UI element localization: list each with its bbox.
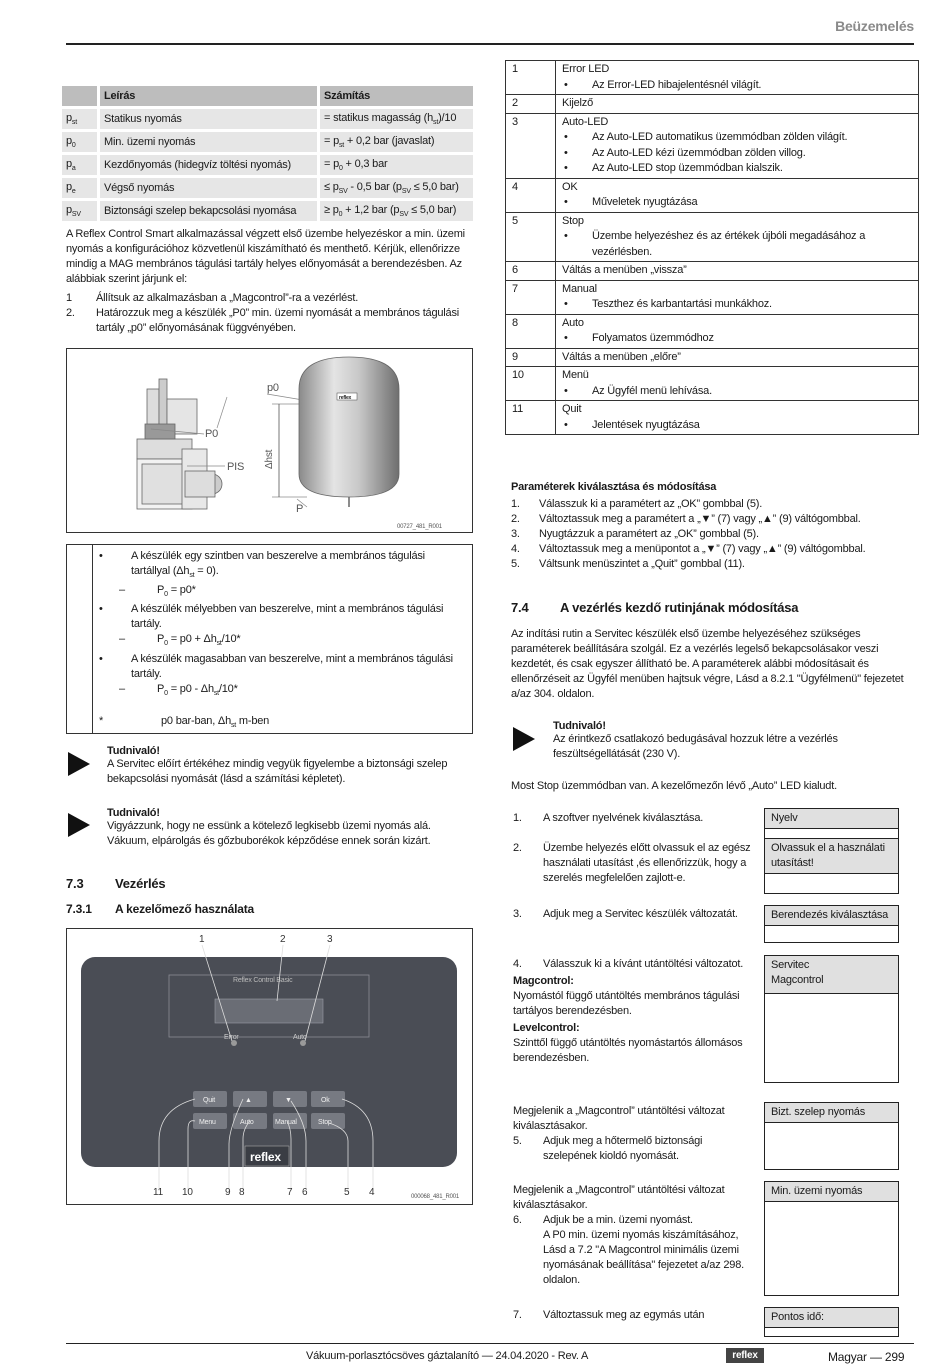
display-box-read-manual: Olvassuk el a használati utasítást! (764, 838, 899, 894)
table-row: 3 Auto-LED • Az Auto-LED automatikus üzemmódban zölden világít. • Az Auto-LED kézi üzemmódban zölden villog. • Az Auto-LED stop üzemmódban kialszik. (506, 113, 918, 178)
label-PIS: PIS (227, 461, 245, 473)
table-row: 7 Manual • Teszthez és karbantartási munkákhoz. (506, 280, 918, 314)
table-header-description: Leírás (100, 86, 320, 106)
display-box-time: Pontos idő: (764, 1307, 899, 1337)
display-box-min-pressure: Min. üzemi nyomás (764, 1181, 899, 1296)
note-title: Tudnivaló! (107, 807, 160, 819)
up-button-label: ▲ (245, 1097, 252, 1104)
table-row: 4 OK • Műveletek nyugtázása (506, 178, 918, 212)
list-item: 2. Változtassuk meg a paramétert a „▼” (7) vagy „▲” (9) váltógombbal. (511, 513, 861, 525)
control-panel-illustration (67, 929, 472, 1204)
table-row: 2 Kijelző (506, 94, 918, 113)
down-button-label: ▼ (285, 1097, 292, 1104)
step-4: 4. Válasszuk ki a kívánt utántöltési változatot. Magcontrol: Nyomástól függő utántöltés membrános tágulási tartályos berendezésben. Levelcontrol: Szinttől függő utántöltés nyomástartós állomásos berendezésben. (513, 958, 744, 1064)
callout-8: 8 (239, 1187, 245, 1198)
section-7-4-title: A vezérlés kezdő rutinjának módosítása (560, 600, 799, 615)
section-7-4-number: 7.4 (511, 600, 529, 615)
header-rule (66, 43, 914, 45)
note-arrow-icon (513, 727, 535, 751)
step-1: 1. A szoftver nyelvének kiválasztása. (513, 812, 704, 824)
display-screen (215, 999, 323, 1023)
callout-3: 3 (327, 934, 333, 945)
section-7-3-1-number: 7.3.1 (66, 902, 92, 916)
param-description: Biztonsági szelep bekapcsolási nyomása (100, 201, 320, 221)
callout-5: 5 (344, 1187, 350, 1198)
control-panel-figure (66, 928, 473, 1205)
table-header-calc: Számítás (320, 86, 473, 106)
param-calc: = $p_{st} + 0,2$ bar (javaslat) (320, 132, 473, 152)
param-description: Végső nyomás (100, 178, 320, 198)
list-item: • A készülék magasabban van beszerelve, mint a membrános tágulási tartály. (99, 652, 466, 682)
auto-button-label: Auto (240, 1119, 254, 1126)
formula-line: – $P_0 = p0*$ (99, 583, 466, 602)
error-led-label: Error (224, 1034, 239, 1041)
panel-legend-table (505, 60, 919, 435)
param-calc: = statikus magasság $(h_{st})/10$ (320, 109, 473, 129)
param-calc: ≥ $p_0 + 1,2$ bar ($p_{SV} \le 5,0$ bar) (320, 201, 473, 221)
param-description: Kezdőnyomás (hidegvíz töltési nyomás) (100, 155, 320, 175)
stop-button-label: Stop (318, 1119, 332, 1126)
formula-line: – $P_0 = p0 - \Delta h_{st}/10*$ (99, 682, 466, 701)
label-p0: p0 (267, 382, 279, 394)
parameter-table (62, 83, 473, 224)
manual-button-label: Manual (275, 1119, 297, 1126)
note-arrow-icon (68, 752, 90, 776)
panel-logo: reflex (250, 1150, 281, 1164)
note-arrow-icon (68, 813, 90, 837)
footer-logo: reflex (726, 1348, 764, 1363)
table-row: 10 Menü • Az Ügyfél menü lehívása. (506, 366, 918, 400)
note-text: A Servitec előírt értékéhez mindig vegyük figyelembe a biztonsági szelep bekapcsolási nyomását (lásd a számítási képletet). (107, 758, 448, 785)
display-box-safety-valve: Bizt. szelep nyomás (764, 1102, 899, 1170)
table-row: 6 Váltás a menüben „vissza” (506, 261, 918, 280)
callout-6: 6 (302, 1187, 308, 1198)
intro-paragraph: A Reflex Control Smart alkalmazással végzett első üzembe helyezéskor a min. üzemi nyomás a konfigurációhoz közvetlenül kiszámítható és menthető. Kérjük, ellenőrizze mindig a MAG membrános tágulási tartály helyes előnyomását a berendezésben. Az alábbiak szerint járjunk el: (66, 228, 465, 285)
label-dh: Δhst (264, 449, 275, 469)
stop-mode-text: Most Stop üzemmódban van. A kezelőmezőn lévő „Auto” LED kialudt. (511, 780, 837, 792)
step-3: 3. Adjuk meg a Servitec készülék változatát. (513, 908, 738, 920)
callout-10: 10 (182, 1187, 193, 1198)
section-7-4-text: Az indítási rutin a Servitec készülék első üzembe helyezéséhez szükséges paraméterek beállítására szolgál. Ez a vezérlés legelső bekapcsolásakor veszi kezdetét, és csak egyszer állítható be. A paraméterek alábbi módosításait és ellenőrzéseit az Ügyfél menüben hajtsuk végre, Lásd a 8.2.1 "Ügyfélmenü" fejezetet a/az 304. oldalon. (511, 628, 904, 700)
callout-11: 11 (153, 1187, 163, 1198)
tank-installation-illustration (67, 349, 472, 532)
param-calc: = $p_0 + 0,3$ bar (320, 155, 473, 175)
callout-2: 2 (280, 934, 286, 945)
footer-page-number: Magyar — 299 (828, 1350, 905, 1364)
panel-caption: 000068_481_R001 (411, 1194, 460, 1200)
table-row (62, 201, 473, 221)
section-7-3-1-title: A kezelőmező használata (115, 902, 255, 916)
footnote-text: p0 bar-ban, $\Delta h_{st}$ m-ben (161, 715, 270, 730)
display-box-language: Nyelv (764, 808, 899, 846)
table-row (62, 178, 473, 198)
table-row (62, 155, 473, 175)
step-7: 7. Változtassuk meg az egymás után (513, 1309, 705, 1321)
quit-button-label: Quit (203, 1097, 216, 1104)
section-7-3-title: Vezérlés (115, 876, 166, 891)
list-item: 3. Nyugtázzuk a paramétert az „OK” gombbal (5). (511, 528, 759, 540)
formula-line: – $P_0 = p0 + \Delta h_{st}/10*$ (99, 632, 466, 651)
table-row: 11 Quit • Jelentések nyugtázása (506, 400, 918, 434)
param-description: Min. üzemi nyomás (100, 132, 320, 152)
footer-doc-title: Vákuum-porlasztócsöves gáztalanító — 24.04.2020 - Rev. A (306, 1350, 589, 1362)
param-symbol: $p_e$ (62, 178, 100, 198)
param-symbol: $p_{SV}$ (62, 201, 100, 221)
intro-steps (66, 291, 473, 336)
step-2: 2. Üzembe helyezés előtt olvassuk el az egész használati utasítást ,és ellenőrizzük, hogy a szerelés megfelelően zajlott-e. (513, 842, 751, 884)
step-5: Megjelenik a „Magcontrol” utántöltési változat kiválasztásakor. 5. Adjuk meg a hőtermelő biztonsági szelepének kioldó nyomását. (513, 1105, 725, 1162)
figure-caption: 00727_481_R001 (397, 524, 442, 530)
step-6: Megjelenik a „Magcontrol” utántöltési változat kiválasztásakor. 6. Adjuk be a min. üzemi nyomást. A P0 min. üzemi nyomás kiszámításához, Lásd a 7.2 "A Magcontrol minimális üzemi nyomásának beállítása" fejezetet a/az 298. oldalon. (513, 1184, 744, 1286)
table-row: 1 Error LED • Az Error-LED hibajelentésnél világít. (506, 61, 918, 94)
table-header-symbol (62, 86, 100, 106)
params-steps (511, 497, 921, 572)
panel-brand: Reflex Control Basic (233, 977, 293, 984)
note-text: Az érintkező csatlakozó bedugásával hozzuk létre a vezérlés feszültségellátását (230 V). (553, 733, 838, 760)
servitec-device-drawing (137, 379, 222, 509)
param-symbol: $p_0$ (62, 132, 100, 152)
param-description: Statikus nyomás (100, 109, 320, 129)
list-item: 1 Állítsuk az alkalmazásban a „Magcontrol”-ra a vezérlést. (66, 292, 359, 304)
table-row: 8 Auto • Folyamatos üzemmódhoz (506, 314, 918, 348)
table-row (62, 109, 473, 129)
figure-tank-installation (66, 348, 473, 533)
auto-led-label: Auto (293, 1034, 307, 1041)
label-P0: P0 (205, 428, 219, 440)
table-row: 9 Váltás a menüben „előre” (506, 348, 918, 367)
list-item: • A készülék egy szintben van beszerelve a membrános tágulási tartállyal $(\Delta h_{st} = 0)$. (99, 549, 466, 583)
ok-button-label: Ok (321, 1097, 330, 1104)
page-header-title: Beüzemelés (835, 18, 914, 34)
expansion-tank-drawing (299, 357, 399, 497)
table-row: 5 Stop • Üzembe helyezéshez és az értékek újbóli megadásához a vezérlésben. (506, 212, 918, 262)
note-block-2 (107, 807, 473, 849)
param-symbol: $p_{st}$ (62, 109, 100, 129)
list-item: 4. Változtassuk meg a menüpontot a „▼” (7) vagy „▲” (9) váltógombbal. (511, 543, 866, 555)
footer-rule (66, 1343, 914, 1344)
section-7-3-number: 7.3 (66, 876, 84, 891)
display-box-device-select: Berendezés kiválasztása (764, 905, 899, 943)
param-calc: ≤ $p_{SV} - 0,5$ bar ($p_{SV} \le 5,0$ bar) (320, 178, 473, 198)
installation-notes-box (66, 544, 473, 734)
menu-button-label: Menu (199, 1119, 216, 1126)
label-P: P (296, 503, 304, 515)
note-text: Vigyázzunk, hogy ne essünk a kötelező legkisebb üzemi nyomás alá. Vákuum, elpárolgás és gőzbuborékok képződése ennek során kizárt. (107, 820, 431, 847)
params-section-title: Paraméterek kiválasztása és módosítása (511, 481, 717, 493)
list-item: 5. Váltsunk menüszintet a „Quit” gombbal (11). (511, 558, 745, 570)
table-row (62, 132, 473, 152)
footnote-star: * (99, 715, 104, 727)
callout-7: 7 (287, 1187, 293, 1198)
note-block-1 (107, 745, 473, 787)
list-item: • A készülék mélyebben van beszerelve, mint a membrános tágulási tartály. (99, 602, 466, 632)
list-item: 1. Válasszuk ki a paramétert az „OK” gombbal (5). (511, 498, 763, 510)
note-title: Tudnivaló! (107, 745, 160, 757)
callout-9: 9 (225, 1187, 231, 1198)
panel-body (81, 957, 457, 1167)
callout-4: 4 (369, 1187, 375, 1198)
list-item: 2. Határozzuk meg a készülék „P0” min. üzemi nyomását a membrános tágulási tartály „p0” előnyomásának függvényében. (66, 307, 460, 334)
callout-1: 1 (199, 934, 205, 945)
display-box-variant: Servitec Magcontrol (764, 955, 899, 1083)
param-symbol: $p_a$ (62, 155, 100, 175)
note-block-3 (553, 720, 913, 762)
note-title: Tudnivaló! (553, 720, 606, 732)
tank-logo: reflex (339, 395, 352, 401)
